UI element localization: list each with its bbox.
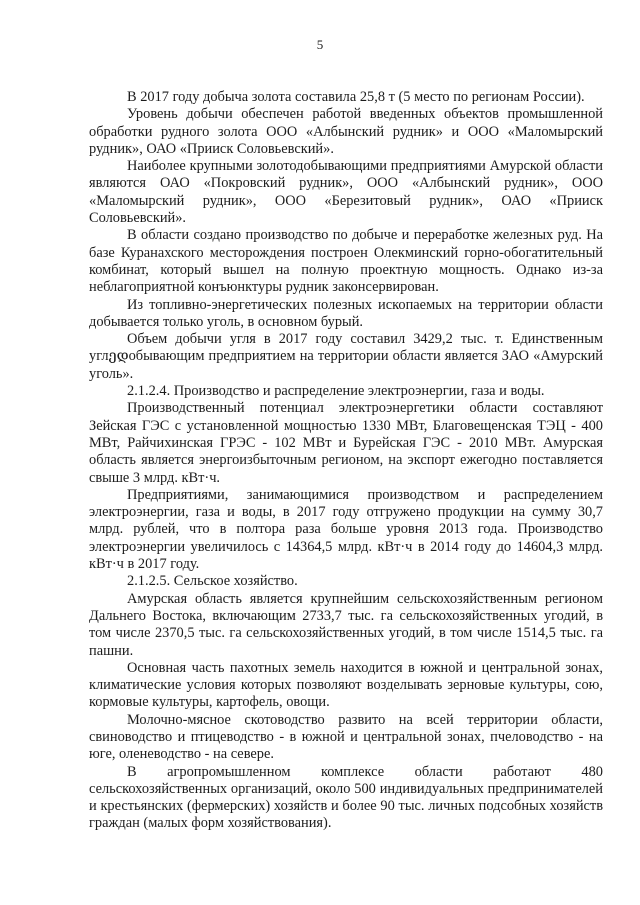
- paragraph-gold-processing: Уровень добычи обеспечен работой введенных объектов промышленной обработки рудного золота ООО «Албынский рудник» и ООО «Маломырский рудник», ОАО «Прииск Соловьевский».: [89, 106, 603, 157]
- paragraph-agri-land: Амурская область является крупнейшим сельскохозяйственным регионом Дальнего Востока, включающим 2733,7 тыс. га сельскохозяйственных угодий, в том числе 2370,5 тыс. га сельскохозяйственных угодий, в том числе 1514,5 тыс. га пашни.: [89, 590, 603, 659]
- body-text: [89, 89, 603, 833]
- section-heading-agriculture: 2.1.2.5. Сельское хозяйство.: [127, 573, 298, 590]
- paragraph-gold-output: В 2017 году добыча золота составила 25,8 т (5 место по регионам России).: [127, 89, 585, 105]
- paragraph-energy-output: Предприятиями, занимающимися производством и распределением электроэнергии, газа и воды, в 2017 году отгружено продукции на сумму 30,7 млрд. рублей, что в полтора раза больше уровня 2013 года. Производство электроэнергии увеличилось с 14364,5 млрд. кВт·ч в 2014 году до 14604,3 млрд. кВт·ч в 2017 году.: [89, 486, 603, 573]
- paragraph-fuel-minerals: Из топливно-энергетических полезных ископаемых на территории области добывается только уголь, в основном бурый.: [89, 296, 603, 330]
- paragraph-gold-enterprises: Наиболее крупными золотодобывающими предприятиями Амурской области являются ОАО «Покровский рудник», ООО «Албынский рудник», ООО «Маломырский рудник», ООО «Березитовый рудник», ОАО «Прииск Соловьевский».: [89, 158, 603, 227]
- section-heading-energy: 2.1.2.4. Производство и распределение электроэнергии, газа и воды.: [127, 383, 545, 400]
- page-number: 5: [316, 37, 324, 52]
- paragraph-livestock: Молочно-мясное скотоводство развито на всей территории области, свиноводство и птицеводство - в южной и центральной зонах, пчеловодство - на юге, оленеводство - на севере.: [89, 711, 603, 763]
- paragraph-agro-complex: В агропромышленном комплексе области работают 480 сельскохозяйственных организаций, около 500 индивидуальных предпринимателей и крестьянских (фермерских) хозяйств и более 90 тыс. личных подсобных хозяйств граждан (малых форм хозяйствования).: [89, 763, 603, 832]
- paragraph-energy-capacity: Производственный потенциал электроэнергетики области составляют Зейская ГЭС с установленной мощностью 1330 МВт, Благовещенская ТЭЦ - 400 МВт, Райчихинская ГРЭС - 102 МВт и Бурейская ГЭС - 2010 МВт. Амурская область является энергоизбыточным регионом, на экспорт ежегодно поставляется свыше 3 млрд. кВт·ч.: [89, 400, 603, 486]
- paragraph-arable-land: Основная часть пахотных земель находится в южной и центральной зонах, климатические условия которых позволяют возделывать зерновые культуры, сою, кормовые культуры, картофель, овощи.: [89, 659, 603, 711]
- paragraph-coal-output: Объем добычи угля в 2017 году составил 3429,2 тыс. т. Единственным углედобывающим предприятием на территории области является ЗАО «Амурский уголь».: [89, 331, 603, 382]
- paragraph-iron-ore: В области создано производство по добыче и переработке железных руд. На базе Куранахского месторождения построен Олекминский горно-обогатительный комбинат, который вышел на полную проектную мощность. Однако из-за неблагоприятной конъюнктуры рудник законсервирован.: [89, 227, 603, 296]
